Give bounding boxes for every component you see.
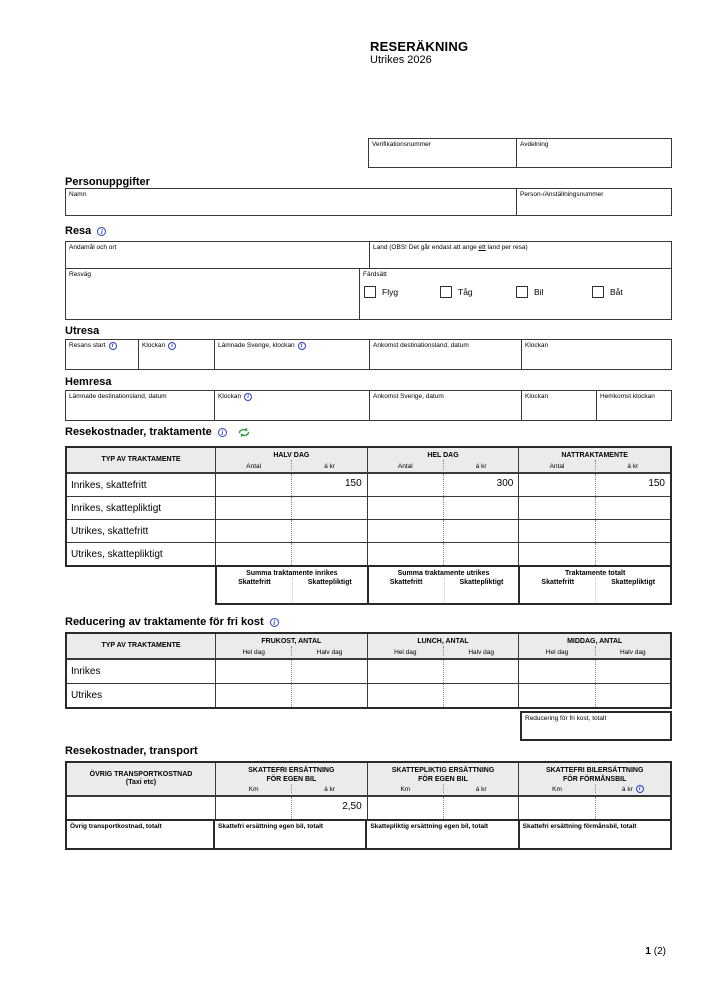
lamnade-sverige-info-icon[interactable] (298, 342, 306, 350)
cell-input[interactable] (216, 543, 291, 565)
cell-input[interactable]: 150 (291, 474, 366, 496)
skattepliktig-km-label: Km (400, 786, 411, 793)
transport-heading (65, 745, 198, 757)
table-row: Inrikes, skattefritt 150 300 150 (67, 473, 670, 496)
cell-input[interactable] (216, 474, 291, 496)
frukost-halvdag-label: Halv dag (291, 646, 366, 656)
page-title: RESERÄKNING (370, 39, 469, 54)
utresa-heading-label: Utresa (65, 325, 100, 337)
skattepliktig-akr-label: á kr (443, 784, 518, 793)
cell-input[interactable] (443, 520, 518, 542)
reducering-totalt-box[interactable] (520, 711, 672, 741)
transport-value-row (67, 796, 670, 819)
cell-input[interactable] (291, 543, 366, 565)
reducering-table (65, 632, 672, 709)
table-row: Utrikes, skattepliktigt (67, 542, 670, 565)
land-field[interactable] (369, 242, 671, 268)
formansbil-akr-label: á kr i (595, 784, 670, 793)
hemkomst-klockan-field[interactable] (596, 391, 671, 420)
avdelning-label: Avdelning (520, 141, 549, 148)
utresa-klockan-ankomst-label: Klockan (525, 342, 549, 349)
traktamente-table (65, 446, 672, 605)
hemresa-klockan-info-icon[interactable] (244, 393, 252, 401)
cell-input[interactable] (368, 660, 443, 683)
cell-input[interactable] (216, 684, 291, 707)
traktamente-col-typ: TYP AV TRAKTAMENTE (101, 456, 181, 463)
cell-input[interactable] (216, 797, 291, 819)
andamal-field[interactable] (66, 242, 369, 268)
lamnade-sverige-label: Lämnade Sverige, klockan (218, 342, 295, 349)
cell-input[interactable] (216, 660, 291, 683)
summa-utrikes-box[interactable]: Summa traktamente utrikes Skattefritt Skattepliktigt (367, 565, 521, 605)
cell-input[interactable] (368, 474, 443, 496)
land-label: Land (OBS! Det går endast att ange ett land per resa) (373, 244, 528, 251)
cell-input[interactable] (67, 797, 215, 819)
ankomst-destination-field[interactable] (369, 340, 521, 369)
reducering-group-frukost: FRUKOST, ANTAL Hel dag Halv dag (215, 634, 367, 658)
ankomst-sverige-field[interactable] (369, 391, 521, 420)
cell-input[interactable] (368, 497, 443, 519)
cell-input[interactable] (368, 684, 443, 707)
traktamente-heading (65, 426, 251, 438)
personuppgifter-box (65, 188, 672, 216)
resans-start-field[interactable] (66, 340, 138, 369)
traktamente-group-halvdag: HALV DAG Antal á kr (215, 448, 367, 472)
namn-label: Namn (69, 191, 87, 198)
transport-header-row (67, 763, 670, 796)
cell-input[interactable] (291, 660, 366, 683)
table-row: Inrikes, skattepliktigt (67, 496, 670, 519)
reducering-header-row (67, 634, 670, 659)
halvdag-antal-label: Antal (246, 463, 262, 470)
verifikation-box (368, 138, 672, 168)
ovrig-transport-totalt-box[interactable]: Övrig transportkostnad, totalt (65, 819, 215, 850)
table-row: Utrikes (67, 683, 670, 707)
frukost-heldag-label: Hel dag (242, 649, 265, 656)
lamnade-destination-field[interactable] (66, 391, 214, 420)
cell-input[interactable] (595, 497, 670, 519)
transport-col-ovrig: ÖVRIG TRANSPORTKOSTNAD (Taxi etc) (89, 771, 193, 786)
resans-start-info-icon[interactable] (109, 342, 117, 350)
halvdag-akr-label: á kr (291, 460, 366, 470)
hemresa-box (65, 390, 672, 421)
cell-input[interactable] (216, 520, 291, 542)
fardsatt-label: Färdsätt (363, 271, 387, 278)
utresa-klockan-start-field[interactable] (138, 340, 214, 369)
tag-checkbox-label: Tåg (458, 287, 473, 297)
resa-heading (65, 225, 106, 237)
cell-input[interactable] (291, 684, 366, 707)
bil-checkbox-label: Bil (534, 287, 544, 297)
transport-group-skattefri-egenbil: SKATTEFRI ERSÄTTNING FÖR EGEN BIL Km á kr (215, 763, 367, 795)
reducering-heading (65, 616, 279, 628)
bat-checkbox[interactable] (592, 286, 604, 298)
traktamente-header-row (67, 448, 670, 473)
refresh-icon[interactable] (237, 427, 251, 438)
hemresa-heading-label: Hemresa (65, 376, 112, 388)
cell-input[interactable] (595, 660, 670, 683)
transport-group-skattepliktig-egenbil: SKATTEPLIKTIG ERSÄTTNING FÖR EGEN BIL Km á kr (367, 763, 519, 795)
fardsatt-field (359, 269, 671, 319)
lamnade-destination-label: Lämnade destinationsland, datum (69, 393, 167, 400)
verifikationsnummer-field[interactable] (369, 139, 516, 167)
hemresa-heading (65, 376, 111, 388)
fardsatt-option-tag (440, 286, 516, 298)
cell-input[interactable] (216, 497, 291, 519)
cell-input[interactable] (595, 797, 670, 819)
resans-start-label: Resans start (69, 342, 106, 349)
cell-input[interactable] (595, 684, 670, 707)
resvag-field[interactable] (66, 269, 359, 319)
reducering-group-middag: MIDDAG, ANTAL Hel dag Halv dag (518, 634, 670, 658)
traktamente-group-natt: NATTRAKTAMENTE Antal á kr (518, 448, 670, 472)
cell-input[interactable] (595, 520, 670, 542)
formansbil-km-label: Km (552, 786, 562, 793)
personnummer-field[interactable] (516, 189, 671, 215)
namn-field[interactable] (66, 189, 516, 215)
utresa-heading (65, 325, 99, 337)
bat-checkbox-label: Båt (610, 287, 623, 297)
cell-input[interactable]: 300 (443, 474, 518, 496)
resa-heading-label: Resa (65, 225, 92, 237)
reducering-group-lunch: LUNCH, ANTAL Hel dag Halv dag (367, 634, 519, 658)
personnummer-label: Person-/Anställningsnummer (520, 191, 604, 198)
skattepliktig-egenbil-totalt-box[interactable]: Skattepliktig ersättning egen bil, totalt (365, 819, 519, 850)
fardsatt-option-bil (516, 286, 592, 298)
cell-input[interactable] (443, 797, 518, 819)
table-row: Utrikes, skattefritt (67, 519, 670, 542)
cell-input[interactable]: 150 (595, 474, 670, 496)
formansbil-akr-info-icon[interactable] (636, 785, 644, 793)
traktamente-heading-label: Resekostnader, traktamente (65, 426, 212, 438)
cell-input[interactable] (443, 660, 518, 683)
lamnade-sverige-field[interactable] (214, 340, 369, 369)
cell-input[interactable] (443, 543, 518, 565)
traktamente-summary-row (215, 565, 672, 605)
personuppgifter-heading (65, 176, 150, 188)
page-subtitle: Utrikes 2026 (370, 54, 432, 66)
avdelning-field[interactable] (516, 139, 671, 167)
hemresa-klockan-start-field[interactable] (214, 391, 369, 420)
reducering-info-icon[interactable] (270, 618, 279, 627)
table-row: Inrikes (67, 659, 670, 683)
cell-input[interactable] (291, 520, 366, 542)
verifikationsnummer-label: Verifikationsnummer (372, 141, 431, 148)
resa-info-icon[interactable] (97, 227, 106, 236)
cell-input[interactable] (519, 660, 594, 683)
natt-antal-label: Antal (549, 463, 565, 470)
cell-input[interactable] (291, 497, 366, 519)
hemresa-klockan-start-label: Klockan (218, 393, 242, 400)
cell-input[interactable] (519, 543, 594, 565)
natt-akr-label: á kr (595, 460, 670, 470)
traktamente-info-icon[interactable] (218, 428, 227, 437)
hemresa-klockan-ankomst-field[interactable] (521, 391, 596, 420)
hemkomst-klockan-label: Hemkomst klockan (600, 393, 655, 400)
title-block (370, 39, 468, 66)
middag-halvdag-label: Halv dag (595, 646, 670, 656)
resvag-label: Resväg (69, 271, 92, 278)
cell-input[interactable] (368, 797, 443, 819)
summa-inrikes-box[interactable]: Summa traktamente inrikes Skattefritt Skattepliktigt (215, 565, 369, 605)
formansbil-totalt-box[interactable]: Skattefri ersättning förmånsbil, totalt (518, 819, 672, 850)
transport-totals-row (65, 819, 672, 850)
heldag-antal-label: Antal (397, 463, 413, 470)
transport-group-formansbil: SKATTEFRI BILERSÄTTNING FÖR FÖRMÅNSBIL Km á kr i (518, 763, 670, 795)
andamal-label: Andamål och ort (69, 244, 117, 251)
reducering-col-typ: TYP AV TRAKTAMENTE (101, 642, 181, 649)
traktamente-group-heldag: HEL DAG Antal á kr (367, 448, 519, 472)
cell-input[interactable] (443, 497, 518, 519)
skattefri-akr-label: á kr (291, 784, 366, 793)
akr-egen-bil-value[interactable]: 2,50 (291, 797, 366, 819)
utresa-klockan-ankomst-field[interactable] (521, 340, 671, 369)
ankomst-destination-label: Ankomst destinationsland, datum (373, 342, 469, 349)
fardsatt-option-bat (592, 286, 668, 298)
skattefri-km-label: Km (248, 786, 259, 793)
cell-input[interactable] (368, 543, 443, 565)
cell-input[interactable] (443, 684, 518, 707)
middag-heldag-label: Hel dag (545, 649, 569, 656)
ankomst-sverige-label: Ankomst Sverige, datum (373, 393, 444, 400)
traktamente-totalt-box[interactable]: Traktamente totalt Skattefritt Skattepliktigt (518, 565, 672, 605)
transport-table (65, 761, 672, 850)
cell-input[interactable] (519, 797, 594, 819)
skattefri-egenbil-totalt-box[interactable]: Skattefri ersättning egen bil, totalt (213, 819, 367, 850)
flyg-checkbox[interactable] (364, 286, 376, 298)
cell-input[interactable] (368, 520, 443, 542)
cell-input[interactable] (519, 684, 594, 707)
resa-box (65, 241, 672, 320)
lunch-heldag-label: Hel dag (394, 649, 417, 656)
fardsatt-option-flyg (364, 286, 440, 298)
utresa-klockan-start-label: Klockan (142, 342, 166, 349)
cell-input[interactable] (519, 497, 594, 519)
utresa-klockan-info-icon[interactable] (168, 342, 176, 350)
tag-checkbox[interactable] (440, 286, 452, 298)
flyg-checkbox-label: Flyg (382, 287, 399, 297)
hemresa-klockan-ankomst-label: Klockan (525, 393, 549, 400)
lunch-halvdag-label: Halv dag (443, 646, 518, 656)
heldag-akr-label: á kr (443, 460, 518, 470)
page-number: 1 (2) (645, 946, 666, 957)
cell-input[interactable] (519, 520, 594, 542)
reducering-heading-label: Reducering av traktamente för fri kost (65, 616, 264, 628)
bil-checkbox[interactable] (516, 286, 528, 298)
reducering-totalt-label: Reducering för fri kost, totalt (525, 715, 607, 722)
personuppgifter-heading-label: Personuppgifter (65, 176, 150, 188)
cell-input[interactable] (519, 474, 594, 496)
utresa-box (65, 339, 672, 370)
transport-heading-label: Resekostnader, transport (65, 745, 198, 757)
cell-input[interactable] (595, 543, 670, 565)
